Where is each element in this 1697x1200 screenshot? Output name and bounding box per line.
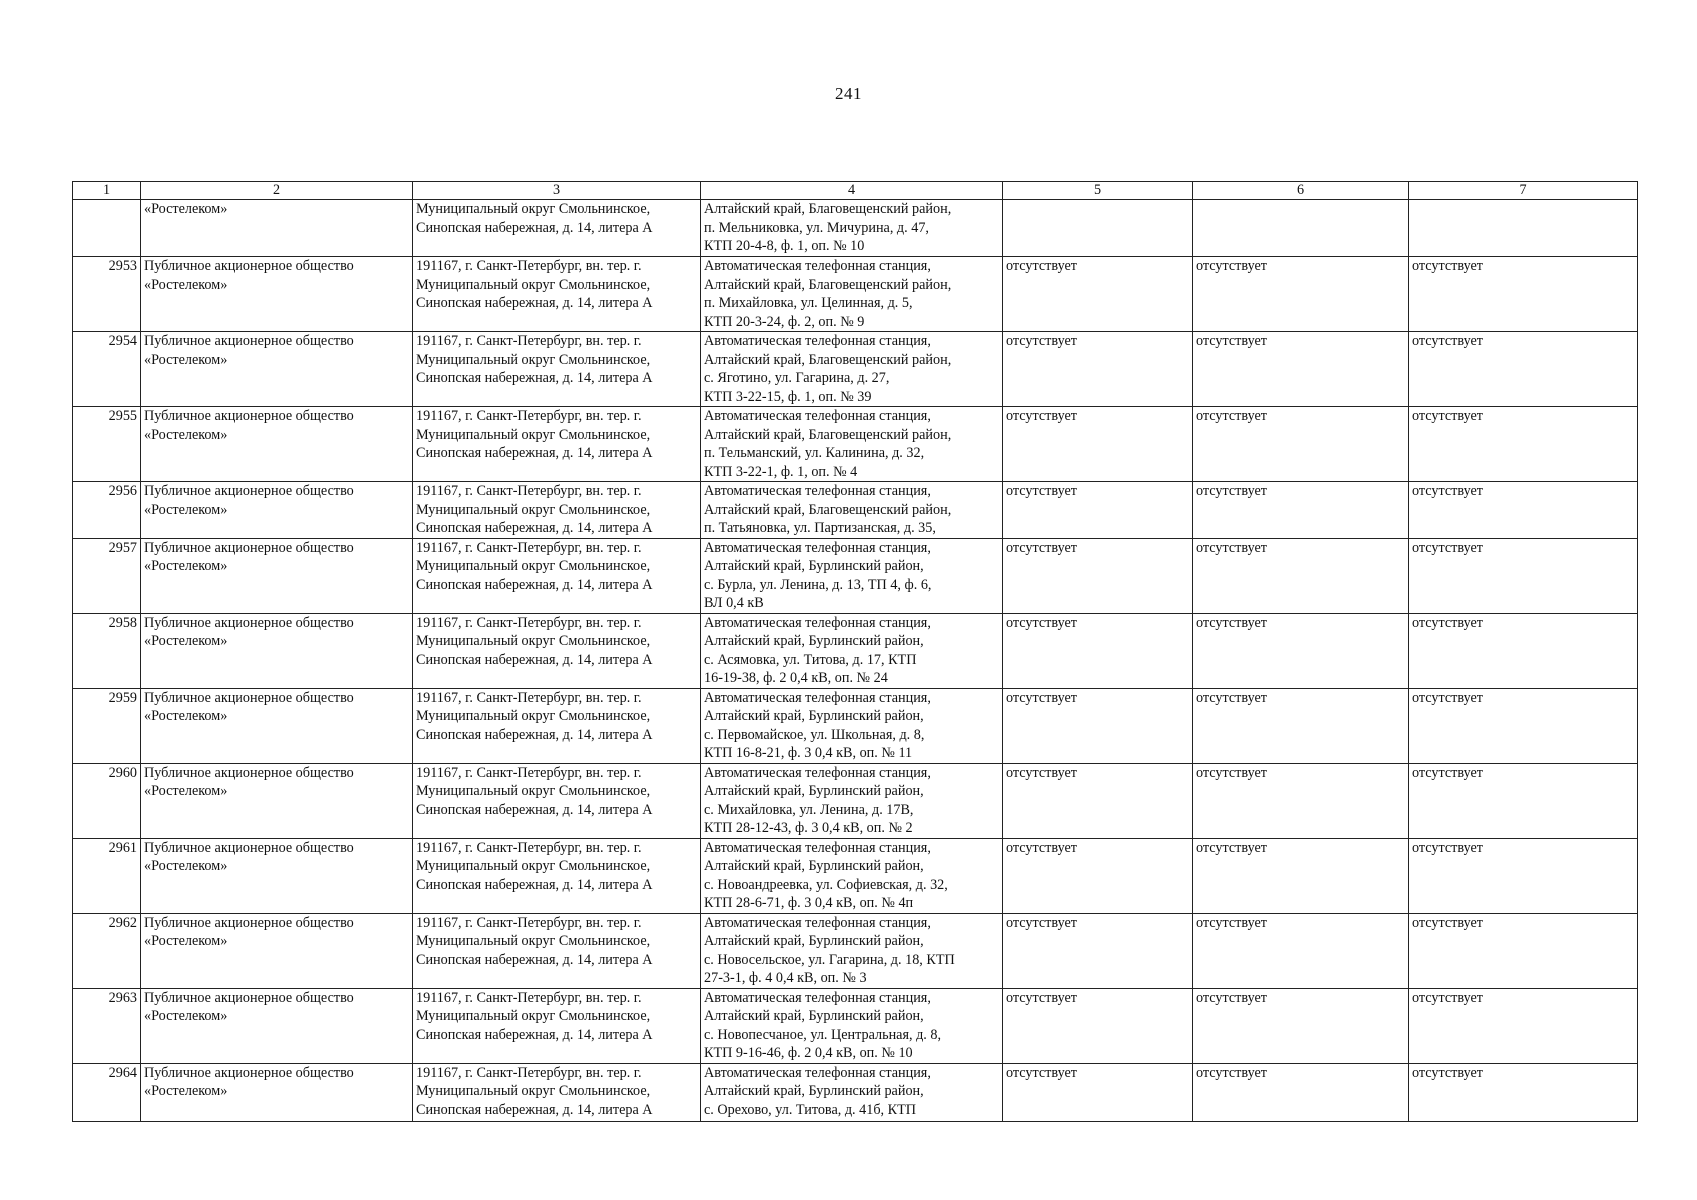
object-cell-line: Алтайский край, Бурлинский район,: [704, 783, 924, 799]
column-header-6: 6: [1193, 182, 1409, 200]
address-cell-line: 191167, г. Санкт-Петербург, вн. тер. г.: [416, 989, 642, 1006]
object-cell: [701, 200, 1003, 257]
object-cell-line: КТП 20-4-8, ф. 1, оп. № 10: [704, 238, 865, 254]
row-number-cell: 2964: [73, 1063, 141, 1121]
organization-cell-line: «Ростелеком»: [144, 501, 228, 518]
object-cell: [701, 257, 1003, 332]
column-7-cell: отсутствует: [1409, 407, 1638, 482]
address-cell-line: 191167, г. Санкт-Петербург, вн. тер. г.: [416, 689, 642, 706]
row-number-cell: 2956: [73, 482, 141, 539]
column-5-cell: отсутствует: [1003, 257, 1193, 332]
address-cell-line: 191167, г. Санкт-Петербург, вн. тер. г.: [416, 539, 642, 556]
table-row: [73, 988, 1638, 1063]
object-cell: [701, 407, 1003, 482]
object-cell-line: Автоматическая телефонная станция,: [704, 689, 931, 706]
object-cell-line: Автоматическая телефонная станция,: [704, 764, 931, 781]
table-row: [73, 482, 1638, 539]
address-cell: [413, 988, 701, 1063]
organization-cell-line: «Ростелеком»: [144, 558, 228, 574]
organization-cell-line: Публичное акционерное общество: [144, 614, 354, 631]
address-cell: [413, 688, 701, 763]
address-cell-line: 191167, г. Санкт-Петербург, вн. тер. г.: [416, 614, 642, 631]
column-5-cell: отсутствует: [1003, 838, 1193, 913]
table-row: [73, 1063, 1638, 1121]
object-cell-line: с. Михайловка, ул. Ленина, д. 17В,: [704, 801, 914, 818]
column-7-cell: отсутствует: [1409, 538, 1638, 613]
organization-cell-line: «Ростелеком»: [144, 783, 228, 799]
organization-cell: [141, 257, 413, 332]
address-cell: [413, 913, 701, 988]
column-header-2: 2: [141, 182, 413, 200]
object-cell-line: с. Новосельское, ул. Гагарина, д. 18, КТП: [704, 951, 955, 968]
organization-cell: [141, 913, 413, 988]
address-cell-line: 191167, г. Санкт-Петербург, вн. тер. г.: [416, 839, 642, 856]
address-cell-line: Синопская набережная, д. 14, литера А: [416, 219, 653, 236]
organization-cell-line: Публичное акционерное общество: [144, 1064, 354, 1081]
column-5-cell: отсутствует: [1003, 613, 1193, 688]
column-6-cell: отсутствует: [1193, 988, 1409, 1063]
object-cell: [701, 913, 1003, 988]
address-cell: [413, 538, 701, 613]
address-cell-line: Муниципальный округ Смольнинское,: [416, 1083, 651, 1099]
address-cell-line: Синопская набережная, д. 14, литера А: [416, 801, 653, 818]
object-cell: [701, 763, 1003, 838]
object-cell-line: Алтайский край, Бурлинский район,: [704, 633, 924, 649]
address-cell-line: 191167, г. Санкт-Петербург, вн. тер. г.: [416, 764, 642, 781]
address-cell-line: Муниципальный округ Смольнинское,: [416, 426, 651, 443]
organization-cell: [141, 332, 413, 407]
address-cell: [413, 200, 701, 257]
address-cell-line: Синопская набережная, д. 14, литера А: [416, 295, 653, 311]
object-cell-line: с. Асямовка, ул. Титова, д. 17, КТП: [704, 651, 917, 668]
object-cell-line: Алтайский край, Бурлинский район,: [704, 1083, 924, 1099]
organization-cell: [141, 482, 413, 539]
address-cell-line: 191167, г. Санкт-Петербург, вн. тер. г.: [416, 914, 642, 931]
address-cell: [413, 257, 701, 332]
object-cell: [701, 538, 1003, 613]
object-cell-line: КТП 28-6-71, ф. 3 0,4 кВ, оп. № 4п: [704, 895, 914, 911]
organization-cell-line: «Ростелеком»: [144, 633, 228, 649]
object-cell-line: КТП 3-22-1, ф. 1, оп. № 4: [704, 463, 858, 480]
column-6-cell: отсутствует: [1193, 913, 1409, 988]
object-cell: [701, 613, 1003, 688]
object-cell-line: Алтайский край, Бурлинский район,: [704, 858, 924, 874]
object-cell-line: КТП 28-12-43, ф. 3 0,4 кВ, оп. № 2: [704, 820, 913, 836]
address-cell: [413, 613, 701, 688]
column-6-cell: отсутствует: [1193, 838, 1409, 913]
table-row: [73, 913, 1638, 988]
row-number-cell: 2960: [73, 763, 141, 838]
column-number-row: [73, 182, 1638, 200]
column-5-cell: отсутствует: [1003, 988, 1193, 1063]
address-cell-line: Муниципальный округ Смольнинское,: [416, 276, 651, 293]
organization-cell-line: Публичное акционерное общество: [144, 258, 354, 274]
column-6-cell: отсутствует: [1193, 613, 1409, 688]
column-6-cell: отсутствует: [1193, 332, 1409, 407]
organization-cell-line: «Ростелеком»: [144, 858, 228, 874]
object-cell-line: Автоматическая телефонная станция,: [704, 914, 931, 931]
organization-cell-line: «Ростелеком»: [144, 708, 228, 724]
organization-cell-line: «Ростелеком»: [144, 1083, 228, 1099]
address-cell-line: Синопская набережная, д. 14, литера А: [416, 520, 653, 536]
address-cell-line: 191167, г. Санкт-Петербург, вн. тер. г.: [416, 1064, 642, 1081]
address-cell-line: 191167, г. Санкт-Петербург, вн. тер. г.: [416, 333, 642, 349]
column-6-cell: отсутствует: [1193, 407, 1409, 482]
object-cell-line: КТП 20-3-24, ф. 2, оп. № 9: [704, 313, 865, 330]
object-cell-line: Алтайский край, Благовещенский район,: [704, 276, 952, 293]
object-cell-line: Автоматическая телефонная станция,: [704, 989, 931, 1006]
column-7-cell: отсутствует: [1409, 688, 1638, 763]
address-cell-line: Синопская набережная, д. 14, литера А: [416, 951, 653, 968]
organization-cell-line: Публичное акционерное общество: [144, 989, 354, 1006]
column-7-cell: отсутствует: [1409, 1063, 1638, 1121]
organization-cell: [141, 613, 413, 688]
row-number-cell: [73, 200, 141, 257]
organization-cell: [141, 838, 413, 913]
address-cell: [413, 482, 701, 539]
column-5-cell: отсутствует: [1003, 482, 1193, 539]
row-number-cell: 2959: [73, 688, 141, 763]
object-cell-line: Алтайский край, Бурлинский район,: [704, 558, 924, 574]
address-cell-line: Синопская набережная, д. 14, литера А: [416, 651, 653, 668]
object-cell-line: ВЛ 0,4 кВ: [704, 595, 764, 611]
column-5-cell: [1003, 200, 1193, 257]
object-cell-line: Автоматическая телефонная станция,: [704, 258, 931, 274]
object-cell-line: Автоматическая телефонная станция,: [704, 614, 931, 631]
organization-cell: [141, 763, 413, 838]
address-cell: [413, 407, 701, 482]
column-6-cell: отсутствует: [1193, 538, 1409, 613]
object-cell-line: Автоматическая телефонная станция,: [704, 333, 931, 349]
organization-cell-line: «Ростелеком»: [144, 276, 228, 293]
address-cell: [413, 838, 701, 913]
object-cell-line: КТП 9-16-46, ф. 2 0,4 кВ, оп. № 10: [704, 1045, 913, 1061]
organization-cell-line: «Ростелеком»: [144, 933, 228, 949]
column-header-5: 5: [1003, 182, 1193, 200]
table-body: [73, 200, 1638, 1122]
address-cell-line: Муниципальный округ Смольнинское,: [416, 501, 651, 518]
registry-table: [72, 181, 1638, 1122]
organization-cell-line: Публичное акционерное общество: [144, 333, 354, 349]
column-7-cell: отсутствует: [1409, 482, 1638, 539]
object-cell-line: п. Мельниковка, ул. Мичурина, д. 47,: [704, 219, 929, 236]
column-7-cell: [1409, 200, 1638, 257]
organization-cell-line: Публичное акционерное общество: [144, 408, 354, 424]
organization-cell-line: Публичное акционерное общество: [144, 689, 354, 706]
object-cell: [701, 688, 1003, 763]
object-cell: [701, 482, 1003, 539]
organization-cell-line: «Ростелеком»: [144, 426, 228, 443]
column-5-cell: отсутствует: [1003, 688, 1193, 763]
column-5-cell: отсутствует: [1003, 407, 1193, 482]
column-7-cell: отсутствует: [1409, 332, 1638, 407]
object-cell: [701, 988, 1003, 1063]
object-cell-line: п. Татьяновка, ул. Партизанская, д. 35,: [704, 520, 936, 536]
column-7-cell: отсутствует: [1409, 913, 1638, 988]
row-number-cell: 2957: [73, 538, 141, 613]
row-number-cell: 2953: [73, 257, 141, 332]
row-number-cell: 2955: [73, 407, 141, 482]
row-number-cell: 2961: [73, 838, 141, 913]
organization-cell-line: Публичное акционерное общество: [144, 483, 354, 499]
organization-cell: [141, 200, 413, 257]
address-cell-line: Синопская набережная, д. 14, литера А: [416, 370, 653, 386]
address-cell: [413, 1063, 701, 1121]
address-cell-line: Муниципальный округ Смольнинское,: [416, 558, 651, 574]
object-cell-line: Автоматическая телефонная станция,: [704, 408, 931, 424]
organization-cell: [141, 538, 413, 613]
column-5-cell: отсутствует: [1003, 913, 1193, 988]
address-cell-line: Синопская набережная, д. 14, литера А: [416, 726, 653, 743]
object-cell-line: Алтайский край, Благовещенский район,: [704, 201, 952, 217]
object-cell-line: с. Новоандреевка, ул. Софиевская, д. 32,: [704, 876, 948, 893]
object-cell-line: с. Орехово, ул. Титова, д. 41б, КТП: [704, 1101, 917, 1118]
table-row: [73, 407, 1638, 482]
column-7-cell: отсутствует: [1409, 257, 1638, 332]
object-cell-line: 16-19-38, ф. 2 0,4 кВ, оп. № 24: [704, 670, 888, 686]
object-cell-line: Автоматическая телефонная станция,: [704, 539, 931, 556]
column-5-cell: отсутствует: [1003, 332, 1193, 407]
address-cell-line: Муниципальный округ Смольнинское,: [416, 933, 651, 949]
table-row: [73, 257, 1638, 332]
address-cell-line: Муниципальный округ Смольнинское,: [416, 351, 651, 368]
column-header-7: 7: [1409, 182, 1638, 200]
organization-cell: [141, 407, 413, 482]
table-row: [73, 688, 1638, 763]
object-cell-line: Алтайский край, Благовещенский район,: [704, 426, 952, 443]
column-header-4: 4: [701, 182, 1003, 200]
address-cell-line: Муниципальный округ Смольнинское,: [416, 1008, 651, 1024]
column-6-cell: отсутствует: [1193, 763, 1409, 838]
object-cell-line: с. Новопесчаное, ул. Центральная, д. 8,: [704, 1026, 942, 1043]
object-cell-line: Алтайский край, Бурлинский район,: [704, 933, 924, 949]
organization-cell-line: «Ростелеком»: [144, 201, 228, 217]
object-cell-line: Алтайский край, Благовещенский район,: [704, 501, 952, 518]
object-cell-line: с. Бурла, ул. Ленина, д. 13, ТП 4, ф. 6,: [704, 576, 932, 593]
object-cell-line: с. Первомайское, ул. Школьная, д. 8,: [704, 726, 925, 743]
column-6-cell: отсутствует: [1193, 257, 1409, 332]
object-cell-line: Автоматическая телефонная станция,: [704, 1064, 931, 1081]
address-cell-line: Муниципальный округ Смольнинское,: [416, 708, 651, 724]
column-5-cell: отсутствует: [1003, 763, 1193, 838]
column-7-cell: отсутствует: [1409, 763, 1638, 838]
column-6-cell: отсутствует: [1193, 1063, 1409, 1121]
address-cell-line: Муниципальный округ Смольнинское,: [416, 783, 651, 799]
organization-cell-line: Публичное акционерное общество: [144, 764, 354, 781]
address-cell-line: Синопская набережная, д. 14, литера А: [416, 1101, 653, 1118]
column-header-3: 3: [413, 182, 701, 200]
table-row: [73, 538, 1638, 613]
object-cell-line: КТП 3-22-15, ф. 1, оп. № 39: [704, 388, 872, 405]
row-number-cell: 2954: [73, 332, 141, 407]
object-cell-line: с. Яготино, ул. Гагарина, д. 27,: [704, 370, 890, 386]
object-cell-line: 27-3-1, ф. 4 0,4 кВ, оп. № 3: [704, 970, 867, 986]
page-number: 241: [835, 84, 862, 103]
object-cell-line: КТП 16-8-21, ф. 3 0,4 кВ, оп. № 11: [704, 745, 913, 761]
object-cell: [701, 332, 1003, 407]
address-cell-line: Муниципальный округ Смольнинское,: [416, 858, 651, 874]
column-5-cell: отсутствует: [1003, 1063, 1193, 1121]
column-7-cell: отсутствует: [1409, 988, 1638, 1063]
address-cell-line: Синопская набережная, д. 14, литера А: [416, 876, 653, 893]
object-cell-line: Алтайский край, Бурлинский район,: [704, 1008, 924, 1024]
object-cell: [701, 1063, 1003, 1121]
address-cell-line: 191167, г. Санкт-Петербург, вн. тер. г.: [416, 483, 642, 499]
organization-cell: [141, 988, 413, 1063]
organization-cell-line: Публичное акционерное общество: [144, 539, 354, 556]
column-6-cell: отсутствует: [1193, 688, 1409, 763]
column-6-cell: [1193, 200, 1409, 257]
table-row: [73, 332, 1638, 407]
column-5-cell: отсутствует: [1003, 538, 1193, 613]
object-cell-line: Алтайский край, Благовещенский район,: [704, 351, 952, 368]
organization-cell: [141, 688, 413, 763]
address-cell-line: 191167, г. Санкт-Петербург, вн. тер. г.: [416, 408, 642, 424]
object-cell-line: Автоматическая телефонная станция,: [704, 839, 931, 856]
row-number-cell: 2958: [73, 613, 141, 688]
column-7-cell: отсутствует: [1409, 838, 1638, 913]
table-row: [73, 200, 1638, 257]
address-cell-line: 191167, г. Санкт-Петербург, вн. тер. г.: [416, 258, 642, 274]
table-row: [73, 763, 1638, 838]
address-cell-line: Муниципальный округ Смольнинское,: [416, 633, 651, 649]
address-cell: [413, 332, 701, 407]
row-number-cell: 2962: [73, 913, 141, 988]
address-cell: [413, 763, 701, 838]
address-cell-line: Синопская набережная, д. 14, литера А: [416, 576, 653, 593]
table-row: [73, 838, 1638, 913]
object-cell-line: п. Тельманский, ул. Калинина, д. 32,: [704, 445, 925, 461]
address-cell-line: Муниципальный округ Смольнинское,: [416, 201, 651, 217]
organization-cell-line: Публичное акционерное общество: [144, 914, 354, 931]
organization-cell-line: «Ростелеком»: [144, 1008, 228, 1024]
column-header-1: 1: [73, 182, 141, 200]
organization-cell-line: «Ростелеком»: [144, 351, 228, 368]
row-number-cell: 2963: [73, 988, 141, 1063]
column-7-cell: отсутствует: [1409, 613, 1638, 688]
column-6-cell: отсутствует: [1193, 482, 1409, 539]
organization-cell-line: Публичное акционерное общество: [144, 839, 354, 856]
address-cell-line: Синопская набережная, д. 14, литера А: [416, 1026, 653, 1043]
object-cell: [701, 838, 1003, 913]
object-cell-line: Алтайский край, Бурлинский район,: [704, 708, 924, 724]
address-cell-line: Синопская набережная, д. 14, литера А: [416, 445, 653, 461]
organization-cell: [141, 1063, 413, 1121]
table-row: [73, 613, 1638, 688]
object-cell-line: Автоматическая телефонная станция,: [704, 483, 931, 499]
object-cell-line: п. Михайловка, ул. Целинная, д. 5,: [704, 295, 913, 311]
